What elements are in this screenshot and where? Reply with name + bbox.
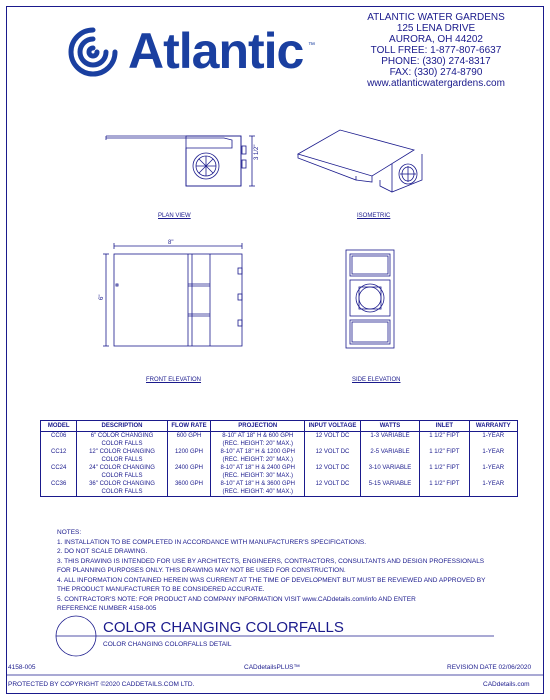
note-line: 1. INSTALLATION TO BE COMPLETED IN ACCORDANCE WITH MANUFACTURER'S SPECIFICATIONS.	[57, 538, 367, 546]
drawing-title: COLOR CHANGING COLORFALLS	[103, 619, 344, 636]
description-line: 6" COLOR CHANGING	[90, 433, 154, 439]
voltage-cell: 12 VOLT DC	[305, 480, 361, 497]
front-elevation-drawing	[98, 238, 250, 352]
plan-height-dimension: 3 1/2"	[254, 144, 260, 160]
projection-line: (REC. HEIGHT: 30" MAX.)	[222, 473, 293, 479]
column-header: INLET	[420, 421, 469, 432]
description-cell	[77, 464, 167, 480]
flow-rate-cell: 1200 GPH	[167, 448, 211, 464]
projection-line: 8-10" AT 18" H & 600 GPH	[222, 433, 294, 439]
flow-rate-cell: 600 GPH	[167, 432, 211, 449]
front-width-dimension: 8"	[168, 240, 174, 246]
warranty-cell: 1-YEAR	[469, 448, 517, 464]
watts-cell: 1-3 VARIABLE	[360, 432, 419, 449]
description-line: COLOR FALLS	[101, 441, 143, 447]
address-line-1: 125 LENA DRIVE	[396, 23, 476, 34]
caddetails-plus: CADdetailsPLUS™	[244, 664, 300, 671]
description-line: 12" COLOR CHANGING	[89, 449, 155, 455]
revision-date: REVISION DATE 02/06/2020	[447, 664, 532, 671]
model-cell: CC06	[41, 432, 77, 449]
note-line: FOR PLANNING PURPOSES ONLY. THIS DRAWING MAY NOT BE USED FOR CONSTRUCTION.	[57, 567, 346, 574]
projection-cell	[211, 480, 305, 497]
projection-line: (REC. HEIGHT: 20" MAX.)	[222, 441, 293, 447]
plan-view-drawing	[104, 128, 274, 198]
inlet-cell: 1 1/2" FIPT	[420, 464, 469, 480]
note-line: THE PRODUCT MANUFACTURER TO BE CONSIDERED ACCURATE.	[57, 586, 265, 593]
projection-line: (REC. HEIGHT: 20" MAX.)	[222, 457, 293, 463]
contact-block	[336, 12, 536, 89]
model-cell: CC24	[41, 464, 77, 480]
warranty-cell: 1-YEAR	[469, 432, 517, 449]
inlet-cell: 1 1/2" FIPT	[420, 480, 469, 497]
description-line: COLOR FALLS	[101, 473, 143, 479]
column-header: WARRANTY	[469, 421, 517, 432]
side-elevation-label: SIDE ELEVATION	[352, 377, 401, 383]
note-line: REFERENCE NUMBER 4158-005	[57, 605, 157, 612]
note-line: 5. CONTRACTOR'S NOTE: FOR PRODUCT AND COMPANY INFORMATION VISIT www.CADdetails.com/info AND ENTER	[57, 595, 416, 603]
column-header: PROJECTION	[211, 421, 305, 432]
footer-divider	[6, 674, 544, 676]
notes-title: NOTES:	[57, 529, 82, 536]
column-header: FLOW RATE	[167, 421, 211, 432]
voltage-cell: 12 VOLT DC	[305, 432, 361, 449]
projection-cell	[211, 448, 305, 464]
description-cell	[77, 480, 167, 497]
projection-line: 8-10" AT 18" H & 3600 GPH	[220, 481, 295, 487]
warranty-cell: 1-YEAR	[469, 480, 517, 497]
description-cell	[77, 432, 167, 449]
plan-view-label: PLAN VIEW	[158, 213, 191, 219]
notes-block	[57, 528, 485, 614]
copyright: PROTECTED BY COPYRIGHT ©2020 CADDETAILS.COM LTD.	[8, 681, 195, 688]
description-line: 24" COLOR CHANGING	[89, 465, 155, 471]
inlet-cell: 1 1/2" FIPT	[420, 432, 469, 449]
flow-rate-cell: 2400 GPH	[167, 464, 211, 480]
table-row	[41, 448, 518, 464]
brand-name: Atlantic	[128, 23, 304, 79]
description-line: COLOR FALLS	[101, 489, 143, 495]
projection-cell	[211, 432, 305, 449]
table-row	[41, 464, 518, 480]
projection-line: 8-10" AT 18" H & 1200 GPH	[220, 449, 295, 455]
voltage-cell: 12 VOLT DC	[305, 448, 361, 464]
atlantic-swirl-logo-icon	[62, 24, 124, 80]
projection-cell	[211, 464, 305, 480]
note-line: 4. ALL INFORMATION CONTAINED HEREIN WAS CURRENT AT THE TIME OF DEVELOPMENT BUT MUST BE REVIEWED AND APPROVED BY	[57, 576, 486, 584]
watts-cell: 5-15 VARIABLE	[360, 480, 419, 497]
flow-rate-cell: 3600 GPH	[167, 480, 211, 497]
description-cell	[77, 448, 167, 464]
table-row	[41, 480, 518, 497]
isometric-drawing	[296, 124, 432, 200]
description-line: COLOR FALLS	[101, 457, 143, 463]
column-header: MODEL	[41, 421, 77, 432]
column-header: WATTS	[360, 421, 419, 432]
fax: FAX: (330) 274-8790	[389, 67, 483, 78]
drawing-subtitle: COLOR CHANGING COLORFALLS DETAIL	[103, 641, 232, 648]
company-name: ATLANTIC WATER GARDENS	[367, 12, 505, 23]
warranty-cell: 1-YEAR	[469, 464, 517, 480]
front-height-dimension: 6"	[99, 294, 105, 300]
reference-number: 4158-005	[8, 664, 36, 671]
phone: PHONE: (330) 274-8317	[381, 56, 491, 67]
voltage-cell: 12 VOLT DC	[305, 464, 361, 480]
caddetails-link[interactable]: CADdetails.com	[483, 681, 530, 688]
projection-line: 8-10" AT 18" H & 2400 GPH	[220, 465, 295, 471]
description-line: 36" COLOR CHANGING	[89, 481, 155, 487]
watts-cell: 2-5 VARIABLE	[360, 448, 419, 464]
address-line-2: AURORA, OH 44202	[389, 34, 483, 45]
website: www.atlanticwatergardens.com	[367, 78, 505, 89]
projection-line: (REC. HEIGHT: 40" MAX.)	[222, 489, 293, 495]
note-line: 3. THIS DRAWING IS INTENDED FOR USE BY ARCHITECTS, ENGINEERS, CONTRACTORS, CONSULTANTS AND DESIGN PROFESSIONALS	[57, 557, 485, 565]
side-elevation-drawing	[342, 246, 398, 352]
note-line: 2. DO NOT SCALE DRAWING.	[57, 548, 148, 555]
model-cell: CC12	[41, 448, 77, 464]
column-header: INPUT VOLTAGE	[305, 421, 361, 432]
model-cell: CC36	[41, 480, 77, 497]
spec-table	[40, 420, 518, 497]
watts-cell: 3-10 VARIABLE	[360, 464, 419, 480]
toll-free: TOLL FREE: 1-877-807-6637	[370, 45, 502, 56]
table-header-row	[41, 421, 518, 432]
table-row	[41, 432, 518, 449]
brand-trademark: ™	[308, 42, 315, 49]
inlet-cell: 1 1/2" FIPT	[420, 448, 469, 464]
column-header: DESCRIPTION	[77, 421, 167, 432]
front-elevation-label: FRONT ELEVATION	[146, 377, 202, 383]
isometric-label: ISOMETRIC	[357, 213, 391, 219]
